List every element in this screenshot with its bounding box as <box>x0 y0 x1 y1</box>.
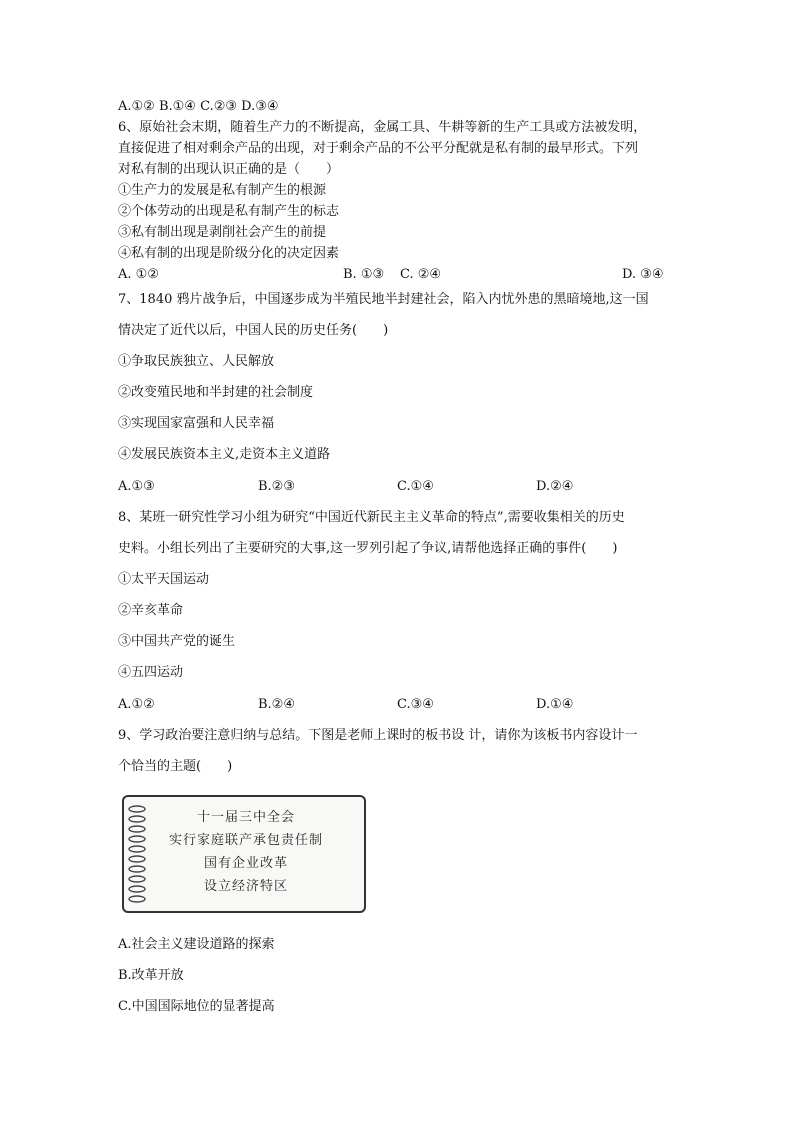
q6-option-c[interactable]: C. ②④ <box>400 267 442 282</box>
q7-option-d[interactable]: D.②④ <box>536 479 574 494</box>
q6-option-d[interactable]: D. ③④ <box>622 267 664 282</box>
q8-stem-line-1: 8、某班一研究性学习小组为研究“中国近代新民主主义革命的特点”,需要收集相关的历史 <box>118 510 625 525</box>
q8-option-a[interactable]: A.①② <box>118 697 155 712</box>
q5-options: A.①② B.①④ C.②③ D.③④ <box>118 99 279 114</box>
q7-stem-line-1: 7、1840 鸦片战争后，中国逐步成为半殖民地半封建社会，陷入内忧外患的黑暗境地,这一国 <box>118 292 649 307</box>
q6-option-a[interactable]: A. ①② <box>118 267 159 282</box>
q7-item-3: ③实现国家富强和人民幸福 <box>118 416 275 431</box>
q9-option-c[interactable]: C.中国国际地位的显著提高 <box>118 999 275 1014</box>
q6-item-3: ③私有制出现是剥削社会产生的前提 <box>118 225 327 240</box>
q7-item-1: ①争取民族独立、人民解放 <box>118 354 275 369</box>
q9-stem-line-1: 9、学习政治要注意归纳与总结。下图是老师上课时的板书设 计，请你为该板书内容设计一 <box>118 728 638 743</box>
q8-item-2: ②辛亥革命 <box>118 603 184 618</box>
q6-item-1: ①生产力的发展是私有制产生的根源 <box>118 183 327 198</box>
board-line-2: 实行家庭联产承包责任制 <box>168 833 323 848</box>
board-line-1: 十一届三中全会 <box>196 810 295 825</box>
board-line-3: 国有企业改革 <box>203 856 288 871</box>
q6-stem-line-3: 对私有制的出现认识正确的是（ ） <box>118 162 340 177</box>
blackboard-notebook-image <box>122 795 366 913</box>
q8-item-3: ③中国共产党的诞生 <box>118 634 236 649</box>
q7-item-2: ②改变殖民地和半封建的社会制度 <box>118 385 314 400</box>
q7-option-a[interactable]: A.①③ <box>118 479 155 494</box>
q7-option-c[interactable]: C.①④ <box>397 479 434 494</box>
q8-option-c[interactable]: C.③④ <box>397 697 434 712</box>
q6-stem-line-1: 6、原始社会末期，随着生产力的不断提高，金属工具、牛耕等新的生产工具或方法被发明， <box>118 120 647 135</box>
q8-item-4: ④五四运动 <box>118 665 184 680</box>
q8-option-d[interactable]: D.①④ <box>536 697 574 712</box>
q7-item-4: ④发展民族资本主义,走资本主义道路 <box>118 447 331 462</box>
q8-stem-line-2: 史料。小组长列出了主要研究的大事,这一罗列引起了争议,请帮他选择正确的事件( ) <box>118 541 618 556</box>
q8-item-1: ①太平天国运动 <box>118 572 210 587</box>
q9-stem-line-2: 个恰当的主题( ) <box>118 759 233 774</box>
q7-stem-line-2: 情决定了近代以后，中国人民的历史任务( ) <box>118 323 389 338</box>
q6-option-b[interactable]: B. ①③ <box>343 267 385 282</box>
q6-item-2: ②个体劳动的出现是私有制产生的标志 <box>118 204 340 219</box>
q6-stem-line-2: 直接促进了相对剩余产品的出现，对于剩余产品的不公平分配就是私有制的最早形式。下列 <box>118 141 639 156</box>
q9-option-b[interactable]: B.改革开放 <box>118 968 184 983</box>
board-line-4: 设立经济特区 <box>203 879 288 894</box>
q7-option-b[interactable]: B.②③ <box>258 479 295 494</box>
q9-option-a[interactable]: A.社会主义建设道路的探索 <box>118 937 275 952</box>
q8-option-b[interactable]: B.②④ <box>258 697 295 712</box>
q6-item-4: ④私有制的出现是阶级分化的决定因素 <box>118 246 340 261</box>
